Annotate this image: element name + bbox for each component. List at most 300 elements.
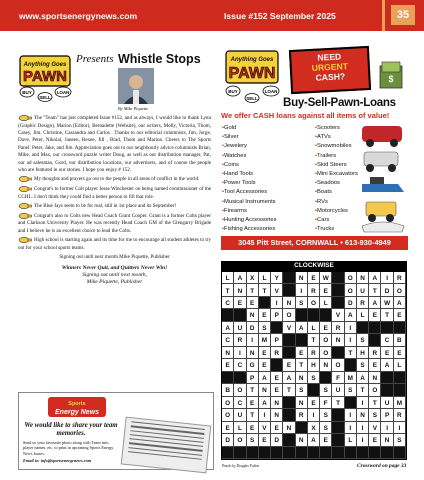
crossword-cell[interactable]: E [234,297,246,309]
whistle-icon [18,213,32,219]
crossword-cell[interactable]: C [234,397,246,409]
crossword-cell[interactable]: N [332,334,344,346]
column-article [18,115,211,286]
crossword-cell[interactable]: I [247,334,259,346]
list-item: • Silver [222,133,277,142]
crossword-cell[interactable]: D [381,284,393,296]
crossword-cell[interactable]: S [394,434,406,446]
crossword-black-cell [283,284,295,296]
crossword-cell[interactable]: N [296,434,308,446]
crossword-cell[interactable]: L [308,322,320,334]
crossword-cell[interactable]: F [320,397,332,409]
crossword-cell[interactable]: E [283,359,295,371]
crossword-cell[interactable]: L [259,272,271,284]
crossword-cell[interactable]: C [222,334,234,346]
crossword-cell[interactable]: N [296,397,308,409]
crossword-black-cell [308,384,320,396]
whistle-icon [18,237,32,243]
crossword-cell[interactable]: N [247,309,259,321]
crossword-cell[interactable]: L [234,422,246,434]
crossword-black-cell [283,347,295,359]
crossword-cell[interactable]: T [259,284,271,296]
crossword-cell[interactable]: N [283,297,295,309]
crossword-cell[interactable]: N [247,347,259,359]
crossword-black-cell [332,297,344,309]
crossword-cell[interactable]: T [381,309,393,321]
list-item: • Power Tools [222,179,277,188]
pawn-ad-tagline: Buy-Sell-Pawn-Loans [283,96,396,109]
crossword-black-cell [332,447,344,459]
crossword-cell[interactable]: E [222,359,234,371]
crossword-cell[interactable]: A [222,322,234,334]
column-title: Whistle Stops [118,52,201,66]
crossword-cell[interactable]: I [357,434,369,446]
crossword-black-cell [296,422,308,434]
crossword-black-cell [332,422,344,434]
crossword-black-cell [357,447,369,459]
energy-ad-headline: We would like to share your team memories. [24,422,118,437]
crossword-cell[interactable]: O [345,272,357,284]
list-item: • ATVs [315,133,358,142]
crossword-cell[interactable]: N [271,409,283,421]
crossword-black-cell [296,447,308,459]
crossword-black-cell [259,447,271,459]
crossword-cell[interactable]: S [320,409,332,421]
crossword-cell[interactable]: E [259,434,271,446]
svg-text:Anything Goes: Anything Goes [230,57,274,63]
crossword-cell[interactable]: O [345,284,357,296]
crossword-cell[interactable]: I [308,409,320,421]
crossword-cell[interactable]: D [247,322,259,334]
crossword-cell[interactable]: E [369,309,381,321]
crossword-cell[interactable]: B [394,334,406,346]
crossword-cell[interactable]: I [296,284,308,296]
whistle-icon [18,203,32,209]
crossword-cell[interactable]: G [247,359,259,371]
crossword-cell[interactable]: S [320,422,332,434]
crossword-black-cell [234,372,246,384]
crossword-cell[interactable]: A [345,309,357,321]
crossword-cell[interactable]: H [357,347,369,359]
crossword-black-cell [332,284,344,296]
closing-line: Signing out until next month, [82,272,147,279]
crossword-cell[interactable]: N [283,422,295,434]
crossword-cell[interactable]: R [296,409,308,421]
list-item: • Motorcycles [315,207,358,216]
crossword-cell[interactable]: N [259,384,271,396]
crossword-cell[interactable]: U [234,409,246,421]
presents-label: Presents [76,53,114,65]
crossword-black-cell [381,447,393,459]
crossword-black-cell [283,272,295,284]
pawn-shop-logo [224,49,280,105]
crossword-cell[interactable]: D [222,434,234,446]
crossword-cell[interactable]: I [357,422,369,434]
crossword-cell[interactable]: T [222,284,234,296]
sports-energy-ad [18,392,214,470]
crossword-cell[interactable]: T [247,284,259,296]
crossword-cell[interactable]: T [247,409,259,421]
list-item: • Fishing Accessories [222,225,277,234]
crossword-cell[interactable]: N [381,434,393,446]
crossword-cell[interactable]: R [394,272,406,284]
crossword-cell[interactable]: A [296,322,308,334]
crossword-black-cell [308,309,320,321]
crossword-black-cell [222,309,234,321]
crossword-cell[interactable]: N [296,272,308,284]
crossword-cell[interactable]: S [296,384,308,396]
crossword-cell[interactable]: V [332,309,344,321]
anything-goes-pawn-logo [18,54,72,102]
crossword-cell[interactable]: N [357,409,369,421]
crossword-title: CLOCKWISE [221,261,407,271]
crossword-cell[interactable]: E [271,422,283,434]
crossword-cell[interactable]: S [345,384,357,396]
crossword-cell[interactable]: R [308,284,320,296]
list-item: • Boats [315,188,358,197]
crossword-cell[interactable]: T [345,347,357,359]
crossword-cell[interactable]: M [345,372,357,384]
crossword-cell[interactable]: I [345,422,357,434]
crossword-black-cell [271,322,283,334]
store-address-bar: 3045 Pitt Street, CORNWALL • 613-930-4949 [221,236,408,250]
crossword-cell[interactable]: W [320,272,332,284]
crossword-cell[interactable]: E [259,359,271,371]
crossword-cell[interactable]: O [283,309,295,321]
crossword-cell[interactable]: A [308,434,320,446]
crossword-cell[interactable]: S [296,297,308,309]
crossword-cell[interactable]: N [234,284,246,296]
crossword-black-cell [332,272,344,284]
crossword-cell[interactable]: O [320,347,332,359]
crossword-black-cell [381,322,393,334]
crossword-cell[interactable]: V [271,284,283,296]
page-header-bar [0,0,424,31]
vehicles-image [358,122,408,234]
crossword-cell[interactable]: I [345,322,357,334]
crossword-cell[interactable]: P [247,372,259,384]
crossword-black-cell [234,447,246,459]
crossword-cell[interactable]: L [357,309,369,321]
crossword-cell[interactable]: A [369,297,381,309]
crossword-cell[interactable]: A [234,272,246,284]
crossword-black-cell [345,359,357,371]
crossword-black-cell [234,309,246,321]
crossword-cell[interactable]: A [283,372,295,384]
list-item: • Firearms [222,207,277,216]
page-number: 35 [391,5,415,25]
crossword-black-cell [247,447,259,459]
crossword-black-cell [320,447,332,459]
crossword-cell[interactable]: P [271,334,283,346]
crossword-black-cell [332,409,344,421]
crossword-cell[interactable]: E [247,397,259,409]
crossword-black-cell [320,309,332,321]
crossword-cell[interactable]: V [259,422,271,434]
crossword-cell[interactable]: M [259,334,271,346]
svg-text:PAWN: PAWN [228,65,276,82]
list-item: • Cars [315,216,358,225]
crossword-cell[interactable]: C [234,359,246,371]
list-item: • Gold [222,124,277,133]
crossword-cell[interactable]: W [381,297,393,309]
crossword-black-cell [222,447,234,459]
paragraph: High school is starting again and its time for me to encourage all student athletes to try out for your school sports teams. [18,237,211,251]
items-list-right [315,124,358,234]
crossword-cell[interactable]: V [283,322,295,334]
crossword-cell[interactable]: L [394,359,406,371]
crossword-cell[interactable]: E [394,347,406,359]
crossword-cell[interactable]: T [369,397,381,409]
crossword-cell[interactable]: E [259,347,271,359]
crossword-black-cell [369,334,381,346]
crossword-cell[interactable]: N [296,372,308,384]
crossword-cell[interactable]: E [271,372,283,384]
crossword-cell[interactable]: A [259,397,271,409]
crossword-black-cell [394,384,406,396]
crossword-black-cell [369,447,381,459]
crossword-cell[interactable]: U [381,397,393,409]
svg-text:BUY: BUY [228,89,238,94]
crossword-cell[interactable]: A [357,372,369,384]
closing-block [18,265,211,286]
list-item: • Trailers [315,152,358,161]
crossword-black-cell [332,347,344,359]
crossword-cell[interactable]: I [234,347,246,359]
crossword-black-cell [283,409,295,421]
crossword-cell[interactable]: X [308,422,320,434]
crossword-cell[interactable]: P [381,409,393,421]
crossword-cell[interactable]: T [296,359,308,371]
paragraph: The Blue Jays seem to be for real, still in 1st place and its September! [18,203,211,211]
crossword-cell[interactable]: O [332,359,344,371]
svg-text:Sports: Sports [68,401,86,407]
energy-ad-email[interactable]: Email to: info@sportsenergynews.com [23,458,92,463]
crossword-cell[interactable]: R [234,334,246,346]
crossword-cell[interactable]: O [222,397,234,409]
list-item: • Skid Steers [315,161,358,170]
crossword-cell[interactable]: I [381,422,393,434]
crossword-cell[interactable]: S [320,384,332,396]
paragraph: Congrat's to former Colt player Jesse Winchester on being named commissioner of the CCHL. I don't think they could find a better person to fill that role. [18,186,211,200]
crossword-black-cell [394,447,406,459]
crossword-cell[interactable]: T [283,384,295,396]
crossword-cell[interactable]: O [222,409,234,421]
list-item: • Hand Tools [222,170,277,179]
list-item: • Trucks [315,225,358,234]
crossword-black-cell [332,434,344,446]
crossword-cell[interactable]: U [332,384,344,396]
crossword-cell[interactable]: N [222,347,234,359]
crossword-black-cell [381,384,393,396]
crossword-black-cell [283,447,295,459]
list-item: • Snowmobiles [315,142,358,151]
energy-ad-body: Send us your favourite photo along with Team info, player names, etc. to print in upcoming Sports Energy News Issues. [23,440,114,456]
crossword-black-cell [357,322,369,334]
list-item: • Scooters [315,124,358,133]
crossword-black-cell [271,447,283,459]
svg-text:SELL: SELL [246,96,258,101]
crossword-black-cell [369,322,381,334]
crossword-cell[interactable]: S [357,334,369,346]
crossword-continued: Crossword on page 33 [357,463,407,469]
crossword-black-cell [320,372,332,384]
crossword-cell[interactable]: T [332,397,344,409]
sports-energy-news-logo [47,396,107,418]
crossword-cell[interactable]: R [332,322,344,334]
crossword-black-cell [283,434,295,446]
crossword-cell[interactable]: E [247,297,259,309]
crossword-cell[interactable]: O [369,384,381,396]
newspaper-clipping-image [121,417,212,474]
author-photo [118,68,154,104]
crossword-cell[interactable]: X [247,272,259,284]
crossword-cell[interactable]: N [369,372,381,384]
list-item: • Hunting Accessories [222,216,277,225]
crossword-cell[interactable]: V [369,422,381,434]
crossword-cell[interactable]: I [357,397,369,409]
crossword-cell[interactable]: E [259,309,271,321]
svg-text:LOAN: LOAN [264,89,278,94]
crossword-cell[interactable]: O [394,284,406,296]
crossword-cell[interactable]: M [394,397,406,409]
crossword-cell[interactable]: Y [271,272,283,284]
crossword-black-cell [381,372,393,384]
crossword-black-cell [308,447,320,459]
crossword-cell[interactable]: O [234,384,246,396]
crossword-cell[interactable]: S [369,409,381,421]
svg-text:$: $ [388,74,394,84]
crossword-cell[interactable]: E [271,384,283,396]
crossword-grid [221,271,407,460]
crossword-cell[interactable]: S [247,434,259,446]
crossword-cell[interactable]: I [394,422,406,434]
crossword-cell[interactable]: C [222,297,234,309]
crossword-cell[interactable]: N [320,359,332,371]
crossword-cell[interactable]: A [369,272,381,284]
crossword-cell[interactable]: I [345,409,357,421]
crossword-cell[interactable]: A [259,372,271,384]
byline: By Mike Piquette [118,106,149,111]
crossword-cell[interactable]: L [320,297,332,309]
crossword-cell[interactable]: A [381,359,393,371]
cash-stack-icon [377,58,405,90]
list-item: • Mini Excavators [315,170,358,179]
crossword-cell[interactable]: E [320,284,332,296]
header-divider [382,0,385,31]
crossword-cell[interactable]: I [259,409,271,421]
crossword-cell[interactable]: L [345,434,357,446]
crossword-cell[interactable]: R [357,297,369,309]
list-item: • Seadoos [315,179,358,188]
crossword-cell[interactable]: S [259,322,271,334]
crossword-black-cell [259,297,271,309]
crossword-cell[interactable]: E [320,434,332,446]
crossword-black-cell [296,334,308,346]
crossword-cell[interactable]: T [308,334,320,346]
closing-signature: Mike Piquette, Publisher [86,279,143,286]
crossword-black-cell [296,309,308,321]
crossword-cell[interactable]: E [369,359,381,371]
crossword-cell[interactable]: H [308,359,320,371]
crossword-cell[interactable]: E [320,322,332,334]
crossword-cell[interactable]: R [394,409,406,421]
crossword-black-cell [271,359,283,371]
crossword-cell[interactable]: U [357,284,369,296]
crossword-cell[interactable]: U [234,322,246,334]
crossword-cell[interactable]: I [381,272,393,284]
crossword-black-cell [345,397,357,409]
crossword-cell[interactable]: I [345,334,357,346]
crossword-cell[interactable]: D [271,434,283,446]
svg-text:Anything Goes: Anything Goes [23,62,67,68]
svg-text:SELL: SELL [39,95,51,100]
crossword-cell[interactable]: E [222,422,234,434]
crossword-cell[interactable]: O [320,334,332,346]
crossword-cell[interactable]: E [381,347,393,359]
crossword-black-cell [222,372,234,384]
whistle-icon [18,115,32,121]
crossword-cell[interactable]: R [369,347,381,359]
items-list-left [222,124,277,234]
closing-motto: Winners Never Quit, and Quitters Never Win! [61,265,168,272]
crossword-cell[interactable]: E [394,309,406,321]
paragraph: Congrat's also to Colts new Head Coach Grant Cooper. Grant is a former Colts player and Clarkson University Player. He was recently Head Coach GM of the Glengarry Brigade and I believe he is an excellent choice to lead the Colts. [18,212,211,234]
signing-off: Signing out until next month Mike Piquette, Publisher [59,253,170,260]
crossword-cell[interactable]: L [222,272,234,284]
crossword-cell[interactable]: R [308,347,320,359]
crossword-cell[interactable]: N [357,272,369,284]
crossword-cell[interactable]: D [345,297,357,309]
paragraph: The "Team" has just completed Issue #152, and as always, I would like to thank Lynn (Graphic Design), Marion (Editor), Bernadette (Website), our writers, Molly, Victoria, Thom, Casey, Jim, Christine, Cassandra and Carlos . Thanks to our editorial columnists, Jim, Jorge, Dave, Peter, Nikolai, Janeen, Rexee, Jill , Brad, Thom and Marion. Cheers to The Sports Panel: Peter, Jake, and Jim. Appreciation goes out to our neighbourly advice columnists Brian, Mike, and Max, our crossword puzzle writer Doug, as well as our distribution manager, Pat, our ad salesman, Gord, our distribution locations, our advertisers, and of course the people who are featured in our stories. I hope you enjoy # 152. [18,115,211,174]
whistle-icon [18,186,32,192]
site-url[interactable]: www.sportsenergynews.com [19,10,138,21]
svg-text:PAWN: PAWN [23,68,67,85]
crossword-cell[interactable]: E [308,272,320,284]
crossword-black-cell [394,372,406,384]
crossword-credit: Puzzle by Douglas Fulton [222,464,260,468]
crossword-cell[interactable]: F [332,372,344,384]
list-item: • Tool Accessories [222,188,277,197]
crossword-cell[interactable]: T [369,284,381,296]
crossword-cell[interactable]: A [394,297,406,309]
svg-text:Energy News: Energy News [55,409,99,416]
crossword-cell[interactable]: E [296,347,308,359]
crossword-cell[interactable]: N [271,397,283,409]
crossword-cell[interactable]: O [234,434,246,446]
list-item: • Musical Instruments [222,198,277,207]
crossword-cell[interactable]: T [247,384,259,396]
crossword-cell[interactable]: E [247,422,259,434]
crossword-cell[interactable]: B [222,384,234,396]
crossword-cell[interactable]: C [381,334,393,346]
crossword-cell[interactable]: S [308,372,320,384]
crossword-cell[interactable]: T [357,384,369,396]
svg-text:BUY: BUY [22,90,32,95]
crossword-cell[interactable]: E [308,397,320,409]
svg-text:LOAN: LOAN [56,90,70,95]
paragraph: My thoughts and prayers go out to the people in all areas of conflict in the world. [18,176,211,184]
list-item: • RVs [315,198,358,207]
list-item: • Watches [222,152,277,161]
crossword-cell[interactable]: S [357,359,369,371]
crossword-cell[interactable]: E [369,434,381,446]
crossword-cell[interactable]: O [308,297,320,309]
list-item: • Coins [222,161,277,170]
crossword-cell[interactable]: R [271,347,283,359]
crossword-cell[interactable]: P [271,309,283,321]
crossword-cell[interactable]: I [271,297,283,309]
